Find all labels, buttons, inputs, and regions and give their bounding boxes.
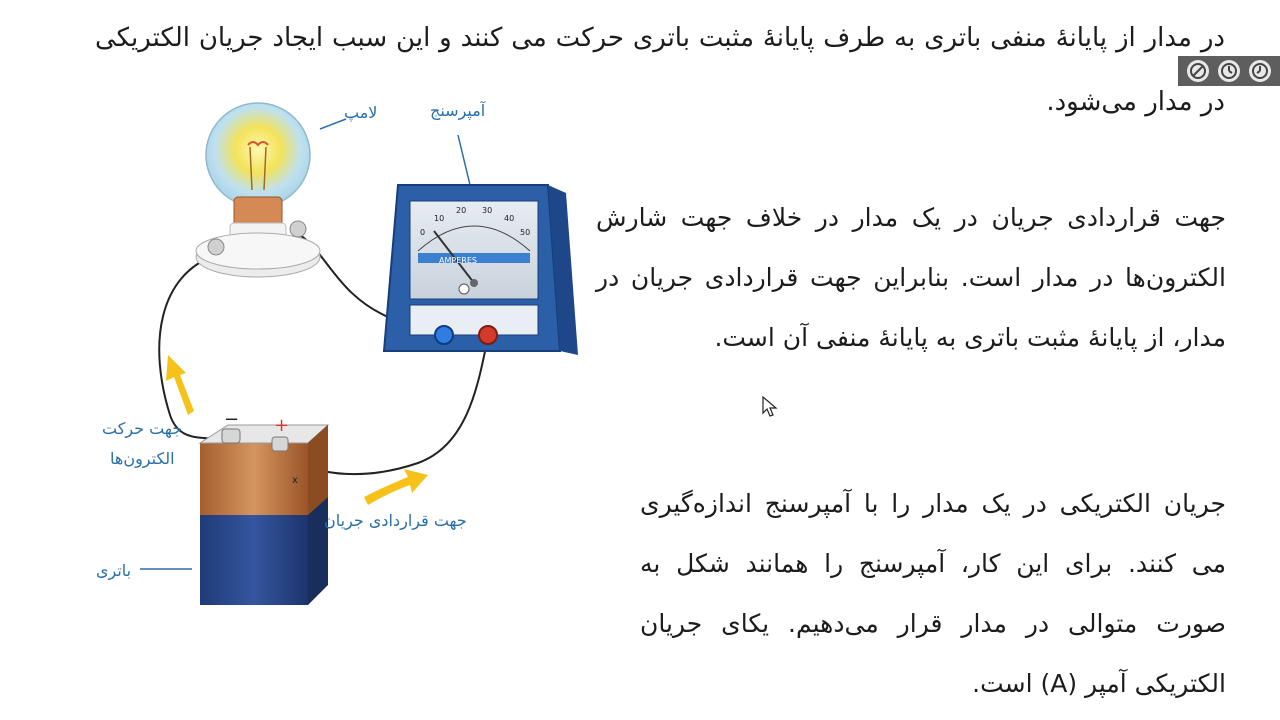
circuit-figure	[88, 85, 608, 625]
mouse-cursor-icon	[762, 396, 778, 418]
scale-tick-label: 10	[434, 214, 445, 223]
conventional-current-paragraph: جهت قراردادی جریان در یک مدار در خلاف جهت شارش الکترون‌ها در مدار است. بنابراین جهت قراردادی جریان در مدار، از پایانهٔ مثبت باتری به پایانهٔ منفی آن است.	[596, 203, 1226, 352]
lamp-label: لامپ	[344, 103, 378, 122]
scale-tick-label: 20	[456, 206, 467, 215]
ammeter-paragraph: جریان الکتریکی در یک مدار را با آمپرسنج اندازه‌گیری می کنند. برای این کار، آمپرسنج را همانند شکل به صورت متوالی در مدار قرار می‌دهیم. یکای جریان الکتریکی آمپر (A) است.	[640, 489, 1226, 698]
ammeter-unit: AMPERES	[439, 256, 477, 265]
battery-plus-sign: +	[274, 415, 290, 436]
no-entry-icon[interactable]	[1187, 60, 1209, 82]
clock-icon[interactable]	[1218, 60, 1240, 82]
scale-tick-label: 40	[504, 214, 515, 223]
battery-minus-sign: −	[224, 409, 240, 430]
circuit-illustration	[88, 85, 608, 625]
battery-x-mark: x	[292, 475, 298, 486]
electron-direction-label-line1: جهت حرکت	[102, 419, 183, 438]
electron-direction-label-line2: الکترون‌ها	[110, 449, 175, 468]
annotation-toolbar[interactable]	[1178, 56, 1280, 86]
ammeter-label: آمپرسنج	[430, 101, 486, 120]
battery-label: باتری	[96, 561, 132, 580]
intro-paragraph: در مدار از پایانهٔ منفی باتری به طرف پایانهٔ مثبت باتری حرکت می کنند و این سبب ایجاد جریان الکتریکی در مدار می‌شود.	[95, 23, 1225, 117]
scale-tick-label: 0	[420, 228, 426, 237]
clock-icon[interactable]	[1249, 60, 1271, 82]
conventional-direction-label: جهت قراردادی جریان	[324, 511, 467, 530]
scale-tick-label: 30	[482, 206, 493, 215]
scale-tick-label: 50	[520, 228, 531, 237]
